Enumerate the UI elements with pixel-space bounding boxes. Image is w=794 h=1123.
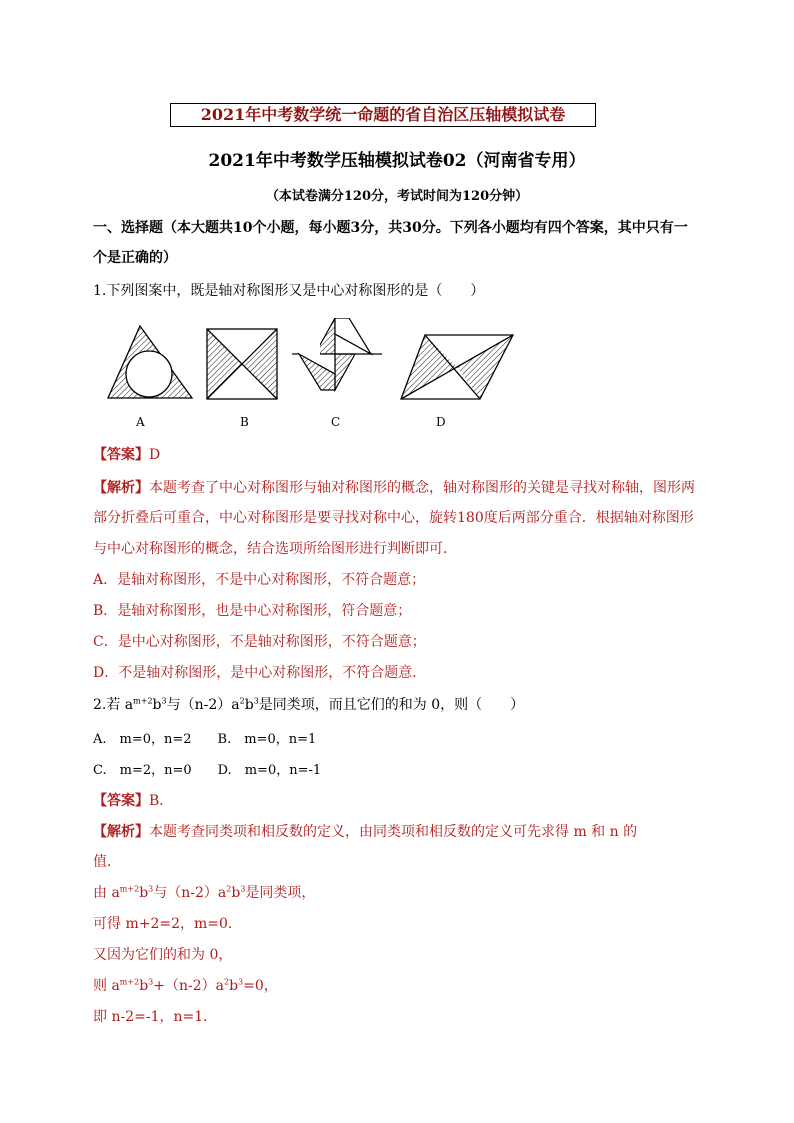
- question-1-analysis-line2: 部分折叠后可重合，中心对称图形是要寻找对称中心，旋转180度后两部分重合．根据轴对称图形: [93, 510, 694, 526]
- question-1-stem: 1.下列图案中，既是轴对称图形又是中心对称图形的是（ ）: [93, 283, 485, 299]
- question-2-step-5: 即 n-2=-1，n=1．: [93, 1009, 218, 1025]
- answer-value: B．: [149, 793, 174, 809]
- question-2-step-1: [93, 882, 315, 902]
- stem-text: b: [152, 697, 162, 713]
- question-1-option-b: B．是轴对称图形，也是中心对称图形，符合题意；: [93, 603, 412, 619]
- analysis-tag: 【解析】: [93, 480, 149, 496]
- figure-b-label: B: [240, 415, 249, 429]
- step-text: b: [139, 885, 149, 901]
- step-text: b: [231, 885, 241, 901]
- answer-value: D: [149, 447, 161, 463]
- exponent: 3: [161, 696, 167, 706]
- exponent: 3: [253, 696, 259, 706]
- exponent: 3: [148, 884, 154, 894]
- question-1-figures: [100, 318, 540, 406]
- exponent: 2: [223, 977, 230, 987]
- step-text: b: [139, 978, 149, 994]
- exam-subtitle: （本试卷满分120分，考试时间为120分钟）: [265, 189, 529, 204]
- question-1-analysis-line1: [93, 477, 695, 497]
- question-2-answer: [93, 790, 173, 810]
- step-text: +（n-2）a: [153, 978, 224, 994]
- question-2-choices-row1: A. m=0，n=2 B. m=0，n=1: [93, 732, 317, 747]
- analysis-tag: 【解析】: [93, 824, 149, 840]
- question-2-step-2: 可得 m+2=2，m=0．: [93, 916, 242, 932]
- stem-text: 是同类项，而且它们的和为 0，则（ ）: [258, 697, 525, 713]
- step-text: b: [229, 978, 239, 994]
- stem-text: 2.若 a: [93, 697, 134, 713]
- question-2-step-3: 又因为它们的和为 0，: [93, 947, 233, 963]
- exponent: m+2: [133, 696, 153, 706]
- figure-d-label: D: [436, 415, 446, 429]
- exponent: 3: [240, 884, 246, 894]
- exam-series-banner: 2021年中考数学统一命题的省自治区压轴模拟试卷: [170, 103, 596, 127]
- exponent: 3: [238, 977, 244, 987]
- question-2-analysis-line2: 值．: [93, 854, 121, 870]
- step-text: 与（n-2）a: [153, 885, 227, 901]
- step-text: 由 a: [93, 885, 120, 901]
- step-text: 是同类项，: [245, 885, 316, 901]
- stem-text: b: [244, 697, 254, 713]
- answer-tag: 【答案】: [93, 447, 149, 463]
- question-1-option-a: A．是轴对称图形，不是中心对称图形，不符合题意；: [93, 572, 426, 588]
- question-2-stem: [93, 694, 524, 714]
- question-2-choices-row2: C. m=2，n=0 D. m=0，n=-1: [93, 763, 322, 778]
- exponent: 2: [226, 884, 232, 894]
- exponent: m+2: [119, 977, 140, 987]
- figure-b-square: [207, 329, 277, 399]
- question-2-step-4: [93, 975, 278, 995]
- exam-title: 2021年中考数学压轴模拟试卷02（河南省专用）: [208, 151, 586, 171]
- answer-tag: 【答案】: [93, 793, 149, 809]
- question-1-analysis-line3: 与中心对称图形的概念，结合选项所给图形进行判断即可．: [93, 541, 457, 557]
- step-text: 则 a: [93, 978, 120, 994]
- stem-text: 与（n-2）a: [166, 697, 240, 713]
- exponent: 3: [148, 977, 154, 987]
- figure-a-label: A: [136, 415, 145, 429]
- question-1-option-d: D．不是轴对称图形，是中心对称图形，不符合题意．: [93, 665, 427, 681]
- question-1-answer: [93, 444, 160, 464]
- exponent: 2: [239, 696, 245, 706]
- figure-c-pinwheel: [292, 318, 382, 390]
- figure-c-label: C: [331, 415, 341, 429]
- step-text: =0，: [243, 978, 278, 994]
- analysis-text: 本题考查同类项和相反数的定义，由同类项和相反数的定义可先求得 m 和 n 的: [149, 824, 638, 840]
- exponent: m+2: [119, 884, 140, 894]
- section-heading-line1: 一、选择题（本大题共10个小题，每小题3分，共30分。下列各小题均有四个答案，其中只有一: [93, 220, 688, 236]
- question-2-analysis-line1: [93, 821, 637, 841]
- figure-d-parallelogram: [401, 335, 513, 399]
- analysis-text: 本题考查了中心对称图形与轴对称图形的概念，轴对称图形的关键是寻找对称轴，图形两: [149, 480, 695, 496]
- question-1-option-c: C．是中心对称图形，不是轴对称图形，不符合题意；: [93, 634, 426, 650]
- section-heading-line2: 个是正确的）: [93, 250, 177, 266]
- figure-a-triangle-circle: [108, 326, 192, 398]
